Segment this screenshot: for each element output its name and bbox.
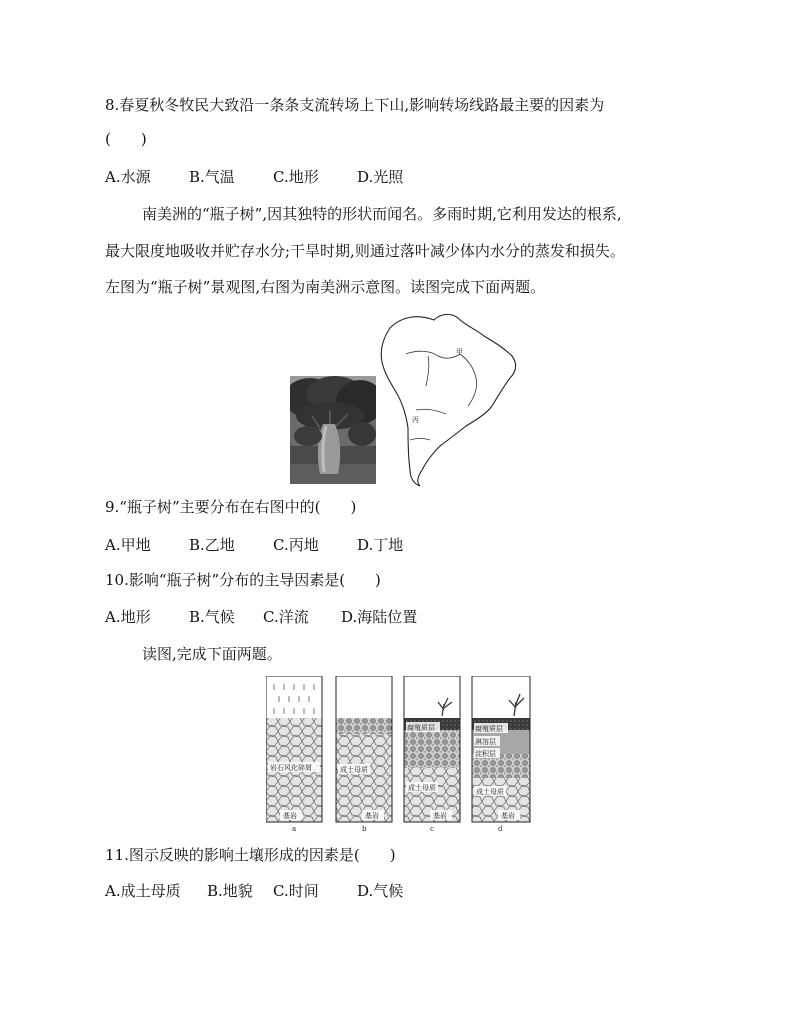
q10-stem: 10.影响“瓶子树”分布的主导因素是( ): [105, 571, 381, 589]
soil-a-mid-label: 岩石风化碎屑: [270, 764, 312, 772]
q9-stem: 9.“瓶子树”主要分布在右图中的( ): [105, 498, 357, 516]
soil-d-bot-label: 基岩: [501, 812, 515, 820]
q11-option-d: D.气候: [357, 882, 404, 900]
q10-option-c: C.洋流: [263, 608, 309, 626]
q11-stem: 11.图示反映的影响土壤形成的因素是( ): [105, 846, 396, 864]
soil-b-bot-label: 基岩: [365, 812, 379, 820]
q9-options: [105, 534, 403, 556]
q10-option-d: D.海陆位置: [341, 608, 418, 626]
q8-option-d: D.光照: [357, 168, 404, 186]
south-america-map: [376, 310, 522, 488]
soil-b-mid-label: 成土母质: [340, 766, 368, 774]
map-label-jia: 甲: [456, 348, 463, 356]
q9-option-a: A.甲地: [105, 536, 151, 554]
q10-options: [105, 606, 417, 628]
map-label-bing: 丙: [412, 416, 419, 424]
soil-d-top3-label: 淀积层: [475, 750, 496, 758]
passage-line-1: 南美洲的“瓶子树”,因其独特的形状而闻名。多雨时期,它利用发达的根系,: [142, 205, 622, 223]
q11-option-b: B.地貌: [207, 882, 253, 900]
q8-option-c: C.地形: [273, 168, 319, 186]
soil-formation-figure: [266, 676, 532, 834]
soil-panel-b: [336, 676, 392, 822]
soil-c-mid-label: 成土母质: [408, 784, 436, 792]
q11-option-a: A.成土母质: [105, 882, 181, 900]
q8-option-b: B.气温: [189, 168, 235, 186]
soil-panel-c: [404, 676, 460, 822]
soil-panel-b-label: b: [362, 825, 367, 833]
soil-panel-d: [472, 676, 530, 822]
passage-line-2: 最大限度地吸收并贮存水分;干旱时期,则通过落叶减少体内水分的蒸发和损失。: [105, 242, 625, 260]
soil-c-bot-label: 基岩: [433, 812, 447, 820]
soil-d-top2-label: 淋溶层: [475, 738, 496, 746]
soil-panel-a-label: a: [292, 825, 297, 833]
soil-a-bot-label: 基岩: [283, 812, 297, 820]
q8-option-a: A.水源: [105, 168, 151, 186]
q11-option-c: C.时间: [273, 882, 319, 900]
soil-panel-d-label: d: [498, 825, 503, 833]
q11-options: [105, 880, 403, 902]
q9-option-c: C.丙地: [273, 536, 319, 554]
q9-option-d: D.丁地: [357, 536, 404, 554]
q8-options: [105, 166, 403, 188]
passage-line-3: 左图为“瓶子树”景观图,右图为南美洲示意图。读图完成下面两题。: [105, 278, 546, 296]
q10-option-a: A.地形: [105, 608, 151, 626]
soil-panel-c-label: c: [430, 825, 434, 833]
q8-blank: ( ): [105, 130, 147, 148]
soil-panel-a: [266, 676, 322, 822]
q9-option-b: B.乙地: [189, 536, 235, 554]
q10-option-b: B.气候: [189, 608, 235, 626]
soil-d-mid-label: 成土母质: [476, 788, 504, 796]
q8-stem: 8.春夏秋冬牧民大致沿一条条支流转场上下山,影响转场线路最主要的因素为: [105, 96, 605, 114]
soil-d-top1-label: 腐殖质层: [475, 725, 503, 733]
soil-c-top-label: 腐殖质层: [407, 724, 435, 732]
bottle-tree-photo: [290, 376, 376, 484]
intro-2: 读图,完成下面两题。: [142, 645, 282, 663]
